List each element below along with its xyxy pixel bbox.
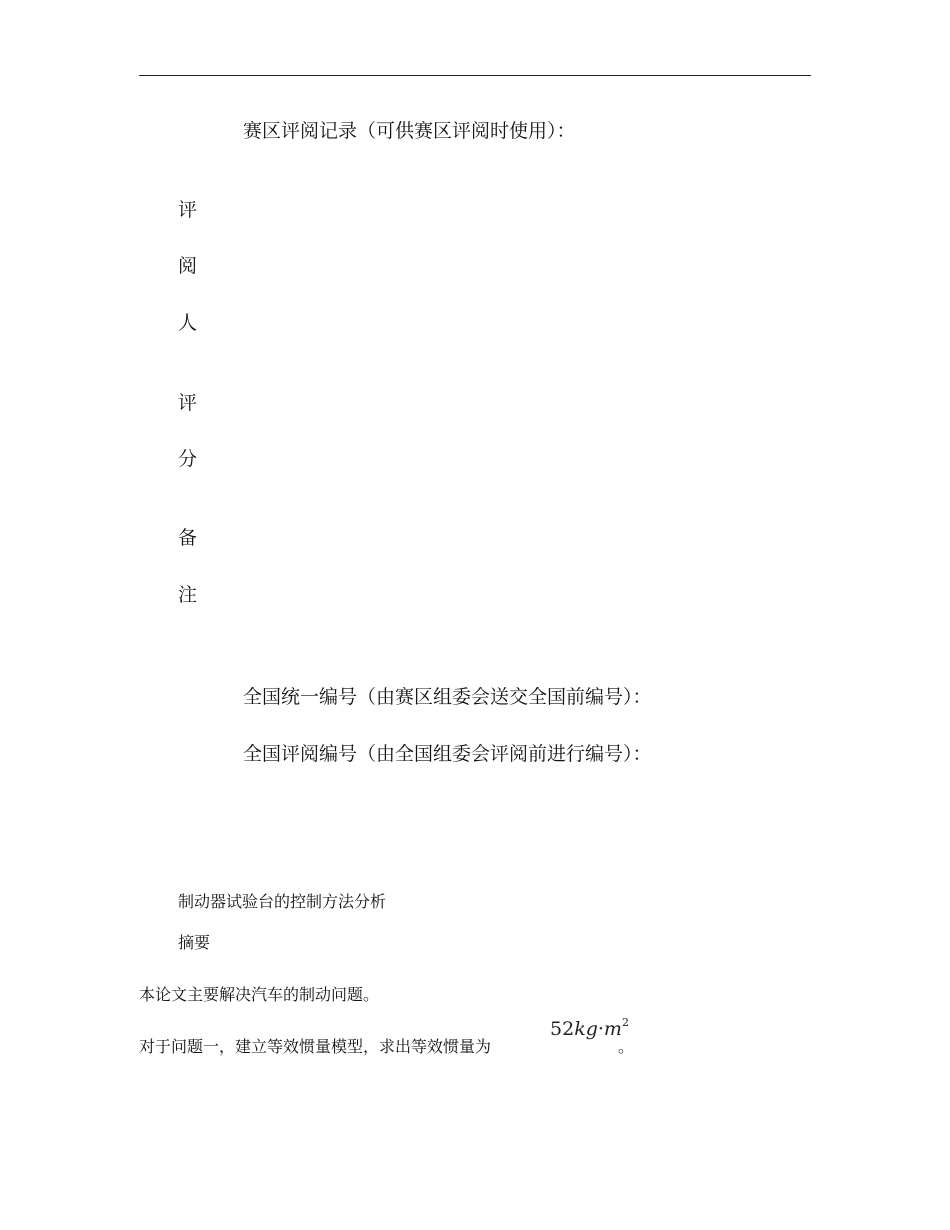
national-review-number: 全国评阅编号（由全国组委会评阅前进行编号）： bbox=[243, 743, 652, 765]
abstract-paragraph-2: 对于问题一，建立等效惯量模型，求出等效惯量为 bbox=[139, 1037, 492, 1056]
score-char-1: 评 bbox=[178, 392, 198, 414]
abstract-heading: 摘要 bbox=[178, 933, 211, 952]
formula-unit-m: m bbox=[603, 1018, 622, 1040]
reviewer-char-1: 评 bbox=[178, 199, 198, 221]
formula-dot: · bbox=[597, 1018, 604, 1040]
national-unified-number: 全国统一编号（由赛区组委会送交全国前编号）： bbox=[243, 686, 652, 708]
reviewer-char-2: 阅 bbox=[178, 255, 198, 277]
score-char-2: 分 bbox=[178, 448, 198, 470]
reviewer-char-3: 人 bbox=[178, 312, 198, 334]
formula-period: 。 bbox=[618, 1037, 635, 1056]
abstract-paragraph-1: 本论文主要解决汽车的制动问题。 bbox=[139, 985, 380, 1004]
review-record-title: 赛区评阅记录（可供赛区评阅时使用）： bbox=[243, 120, 576, 142]
paper-title: 制动器试验台的控制方法分析 bbox=[178, 892, 387, 911]
header-rule bbox=[139, 75, 811, 76]
remark-char-2: 注 bbox=[178, 584, 198, 606]
formula-exponent: 2 bbox=[621, 1016, 629, 1029]
formula-unit-kg: kg bbox=[574, 1018, 598, 1040]
remark-char-1: 备 bbox=[178, 527, 198, 549]
formula-value: 52 bbox=[550, 1018, 575, 1040]
